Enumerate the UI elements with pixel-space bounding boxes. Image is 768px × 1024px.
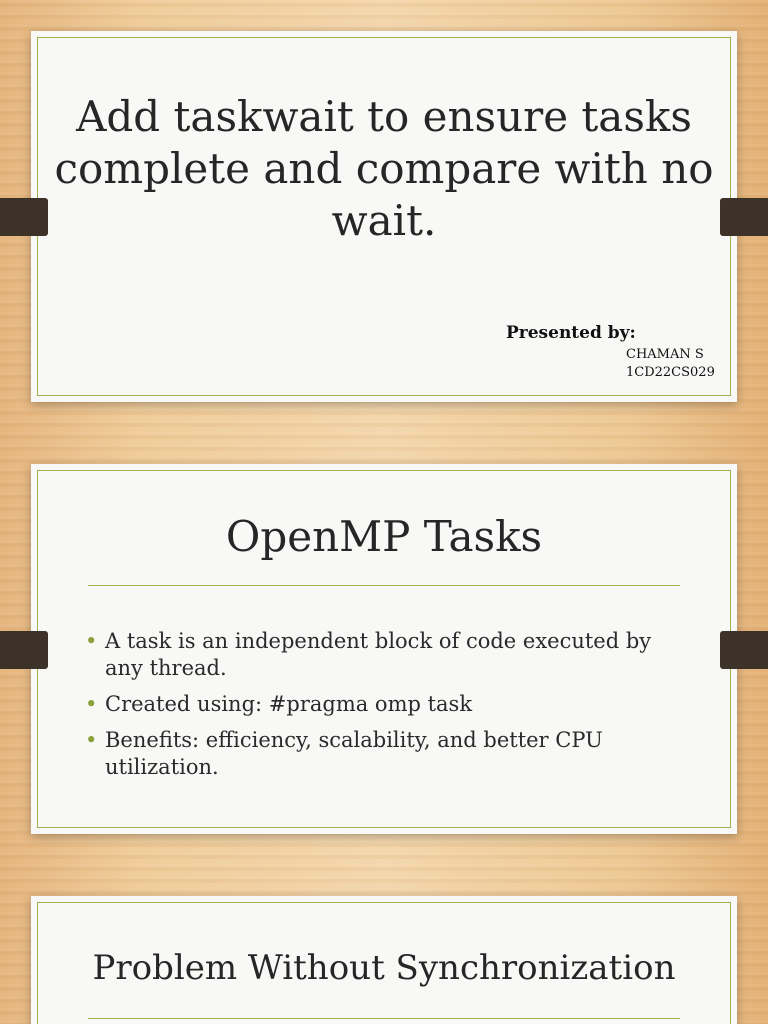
title-divider	[88, 585, 680, 586]
slide-title: Add taskwait to ensure tasks complete and compare with no wait.	[54, 92, 714, 245]
slide-tab-left	[0, 631, 48, 669]
content-slide-openmp-tasks	[31, 464, 737, 834]
bullet-dot-icon: •	[85, 692, 98, 716]
slide-title: Problem Without Synchronization	[92, 948, 676, 988]
bullet-item	[85, 727, 675, 781]
bullet-list	[85, 628, 675, 790]
title-slide	[31, 31, 737, 402]
content-slide-problem	[31, 896, 737, 1024]
bullet-item	[85, 691, 675, 718]
presenter-id: 1CD22CS029	[626, 365, 715, 380]
bullet-text: Benefits: efficiency, scalability, and better CPU utilization.	[105, 728, 603, 779]
bullet-item	[85, 628, 675, 682]
slide-tab-right	[720, 198, 768, 236]
presented-by-label: Presented by:	[506, 323, 636, 343]
title-divider	[88, 1018, 680, 1019]
slide-tab-right	[720, 631, 768, 669]
slide-tab-left	[0, 198, 48, 236]
bullet-text: A task is an independent block of code executed by any thread.	[105, 629, 652, 680]
bullet-dot-icon: •	[85, 629, 98, 653]
slide-title: OpenMP Tasks	[225, 512, 543, 561]
bullet-dot-icon: •	[85, 728, 98, 752]
presenter-name: CHAMAN S	[626, 347, 704, 362]
bullet-text: Created using: #pragma omp task	[105, 692, 473, 716]
